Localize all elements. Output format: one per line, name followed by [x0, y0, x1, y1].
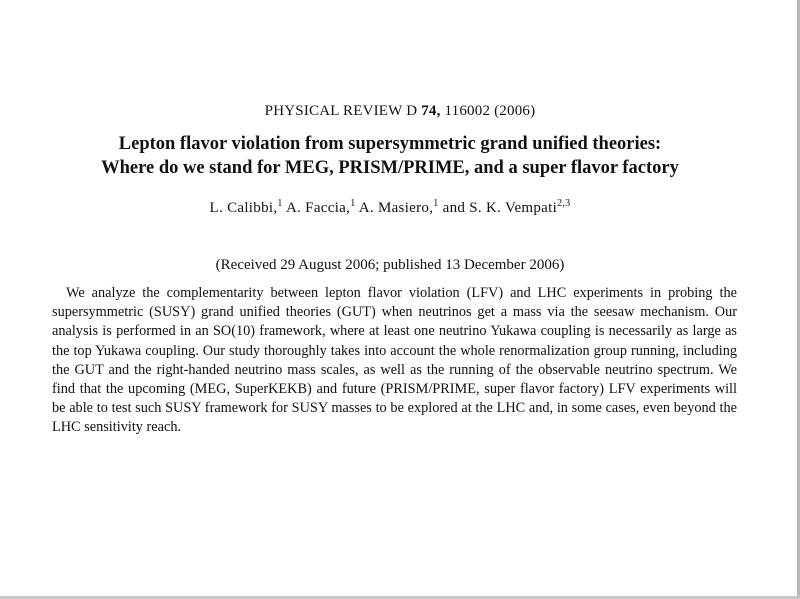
- journal-article-number: 116002 (2006): [444, 103, 536, 119]
- author-list: [0, 200, 780, 217]
- abstract-text: We analyze the complementarity between lepton flavor violation (LFV) and LHC experiments in probing the supersymmetric (SUSY) grand unified theories (GUT) when neutrinos get a mass via the seesaw mechanism. Our analysis is performed in an SO(10) framework, where at least one neutrino Yukawa coupling is necessarily as large as the top Yukawa coupling. Our study thoroughly takes into account the whole renormalization group running, including the GUT and the right-handed neutrino mass scales, as well as the running of the observable neutrino spectrum. We find that the upcoming (MEG, SuperKEKB) and future (PRISM/PRIME, super flavor factory) LFV experiments will be able to test such SUSY framework for SUSY masses to be explored at the LHC and, in some cases, even beyond the LHC sensitivity reach.: [52, 285, 737, 436]
- paper-title-line-2: Where do we stand for MEG, PRISM/PRIME, and a super flavor factory: [101, 158, 679, 178]
- author-affiliation: 1: [433, 198, 439, 209]
- author-name: L. Calibbi,: [209, 200, 278, 216]
- received-date: (Received 29 August 2006; published 13 December 2006): [215, 257, 565, 273]
- author-name: A. Faccia,: [285, 200, 351, 216]
- journal-name: PHYSICAL REVIEW D: [264, 103, 418, 119]
- author-affiliation: 1: [277, 198, 283, 209]
- author-affiliation: 1: [350, 198, 356, 209]
- author-affiliation: 2,3: [557, 198, 571, 209]
- journal-header: [0, 103, 800, 120]
- paper-title: [0, 132, 780, 180]
- author-name: A. Masiero,: [358, 200, 434, 216]
- paper-title-line-1: Lepton flavor violation from supersymmetric grand unified theories:: [118, 134, 662, 154]
- journal-volume: 74,: [421, 103, 441, 119]
- author-name: and S. K. Vempati: [442, 200, 558, 216]
